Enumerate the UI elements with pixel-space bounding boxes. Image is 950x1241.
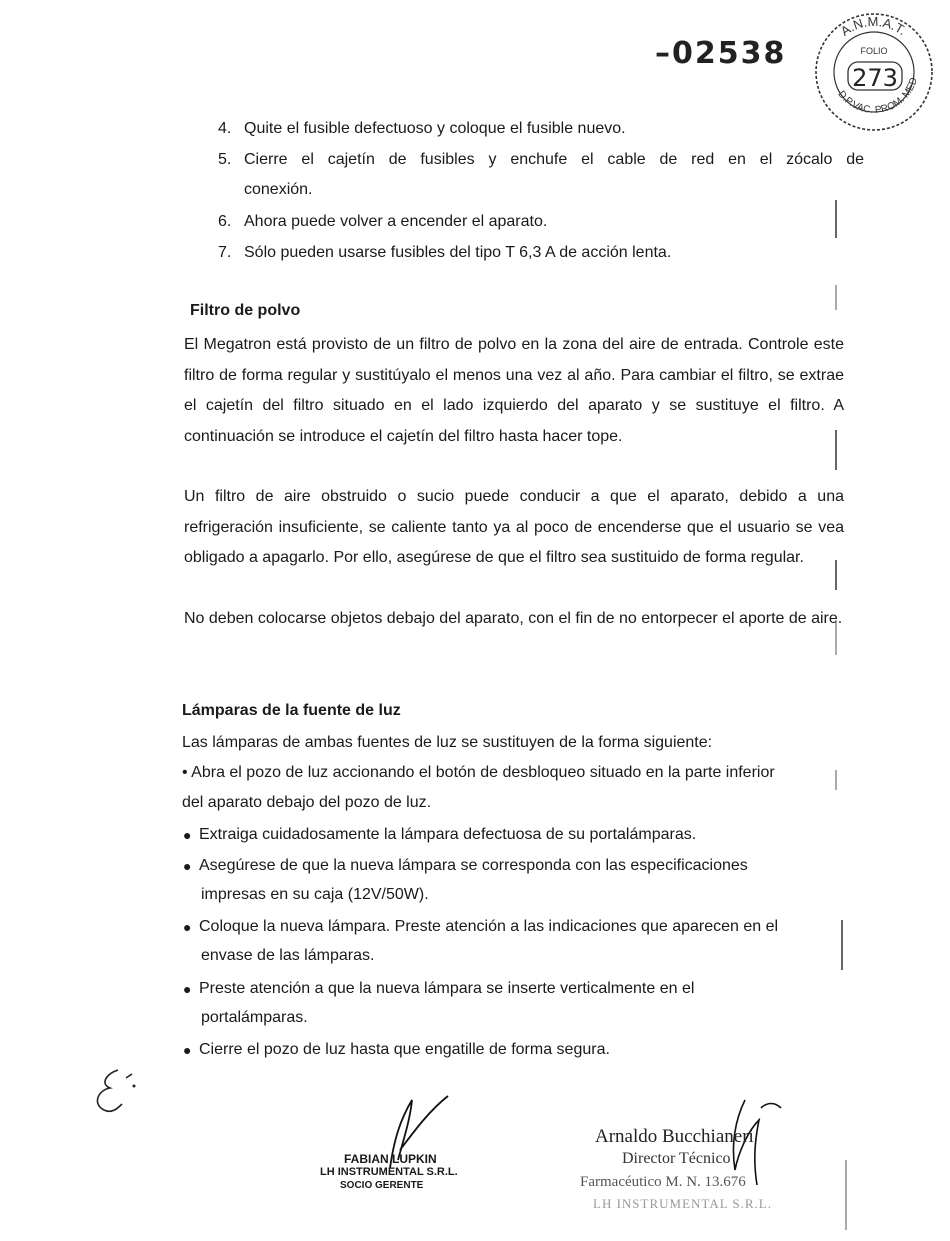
signatory-role: SOCIO GERENTE: [340, 1180, 424, 1191]
step-text-continuation: conexión.: [244, 181, 313, 198]
list-item-text: Asegúrese de que la nueva lámpara se corresponda con las especificaciones: [199, 857, 748, 874]
svg-text:A.N.M.A.T.: [838, 14, 910, 39]
signature-block-right: [575, 1090, 845, 1220]
section-heading-lamps: Lámparas de la fuente de luz: [182, 702, 401, 719]
handwritten-file-number: –02538: [655, 36, 787, 71]
seal-top-text: A.N.M.A.T.: [837, 13, 910, 39]
anmat-folio-seal: [812, 10, 936, 134]
list-item-text: Extraiga cuidadosamente la lámpara defectuosa de su portalámparas.: [199, 826, 697, 843]
bullet-dot-icon: ●: [183, 858, 192, 874]
step-number: 6.: [218, 213, 232, 230]
step-text: Sólo pueden usarse fusibles del tipo T 6,3 A de acción lenta.: [244, 244, 672, 261]
list-item-continuation: impresas en su caja (12V/50W).: [201, 886, 429, 903]
lamps-first-bullet: • Abra el pozo de luz accionando el botón de desbloqueo situado en la parte inferior: [182, 764, 775, 781]
seal-folio-label: FOLIO: [860, 46, 888, 56]
signatory-name: FABIAN LUPKIN: [344, 1152, 437, 1166]
step-number: 5.: [218, 151, 232, 168]
step-text: Ahora puede volver a encender el aparato.: [244, 213, 548, 230]
list-item-continuation: portalámparas.: [201, 1009, 308, 1026]
signatory-company: LH INSTRUMENTAL S.R.L.: [593, 1196, 773, 1211]
list-item-text: Preste atención a que la nueva lámpara se inserte verticalmente en el: [199, 980, 695, 997]
paragraph: No deben colocarse objetos debajo del aparato, con el fin de no entorpecer el aporte de aire.: [184, 610, 843, 627]
lamps-first-bullet-continuation: del aparato debajo del pozo de luz.: [182, 794, 432, 811]
lamps-intro: Las lámparas de ambas fuentes de luz se sustituyen de la forma siguiente:: [182, 734, 713, 751]
margin-line-marks: [830, 150, 850, 1230]
list-item-text: Cierre el pozo de luz hasta que engatille de forma segura.: [199, 1041, 610, 1058]
signatory-role: Director Técnico: [622, 1150, 731, 1167]
paragraph: El Megatron está provisto de un filtro de polvo en la zona del aire de entrada. Controle este filtro de forma regular y sustitúyalo el menos una vez al año. Para cambiar el filtro, se extrae el cajetín del filtro situado en el lado izquierdo del aparato y se sustituye el filtro. A continuación se introduce el cajetín del filtro hasta hacer tope.: [184, 336, 844, 445]
list-item-text: Coloque la nueva lámpara. Preste atención a las indicaciones que aparecen en el: [199, 918, 779, 935]
signature-block-left: [300, 1090, 500, 1200]
list-item-continuation: envase de las lámparas.: [201, 947, 375, 964]
signatory-name: Arnaldo Bucchianeri: [595, 1126, 754, 1147]
step-number: 4.: [218, 120, 232, 137]
handwritten-initial: [88, 1060, 148, 1120]
step-text: Quite el fusible defectuoso y coloque el fusible nuevo.: [244, 120, 626, 137]
seal-bottom-text: D.P.VAC. PROM. MED: [835, 76, 920, 116]
bullet-dot-icon: ●: [183, 981, 192, 997]
signatory-company: LH INSTRUMENTAL S.R.L.: [320, 1166, 458, 1178]
step-text: Cierre el cajetín de fusibles y enchufe el cable de red en el zócalo de: [244, 151, 864, 168]
seal-folio-number: 273: [852, 64, 898, 92]
step-number: 7.: [218, 244, 232, 261]
bullet-dot-icon: ●: [183, 919, 192, 935]
signatory-license: Farmacéutico M. N. 13.676: [580, 1174, 746, 1190]
bullet-dot-icon: ●: [183, 827, 192, 843]
section-heading-dust-filter: Filtro de polvo: [190, 302, 301, 319]
paragraph: Un filtro de aire obstruido o sucio puede conducir a que el aparato, debido a una refrigeración insuficiente, se caliente tanto ya al poco de encenderse que el usuario se vea obligado a apagarlo. Por ello, asegúrese de que el filtro sea sustituido de forma regular.: [184, 488, 844, 566]
bullet-dot-icon: ●: [183, 1042, 192, 1058]
